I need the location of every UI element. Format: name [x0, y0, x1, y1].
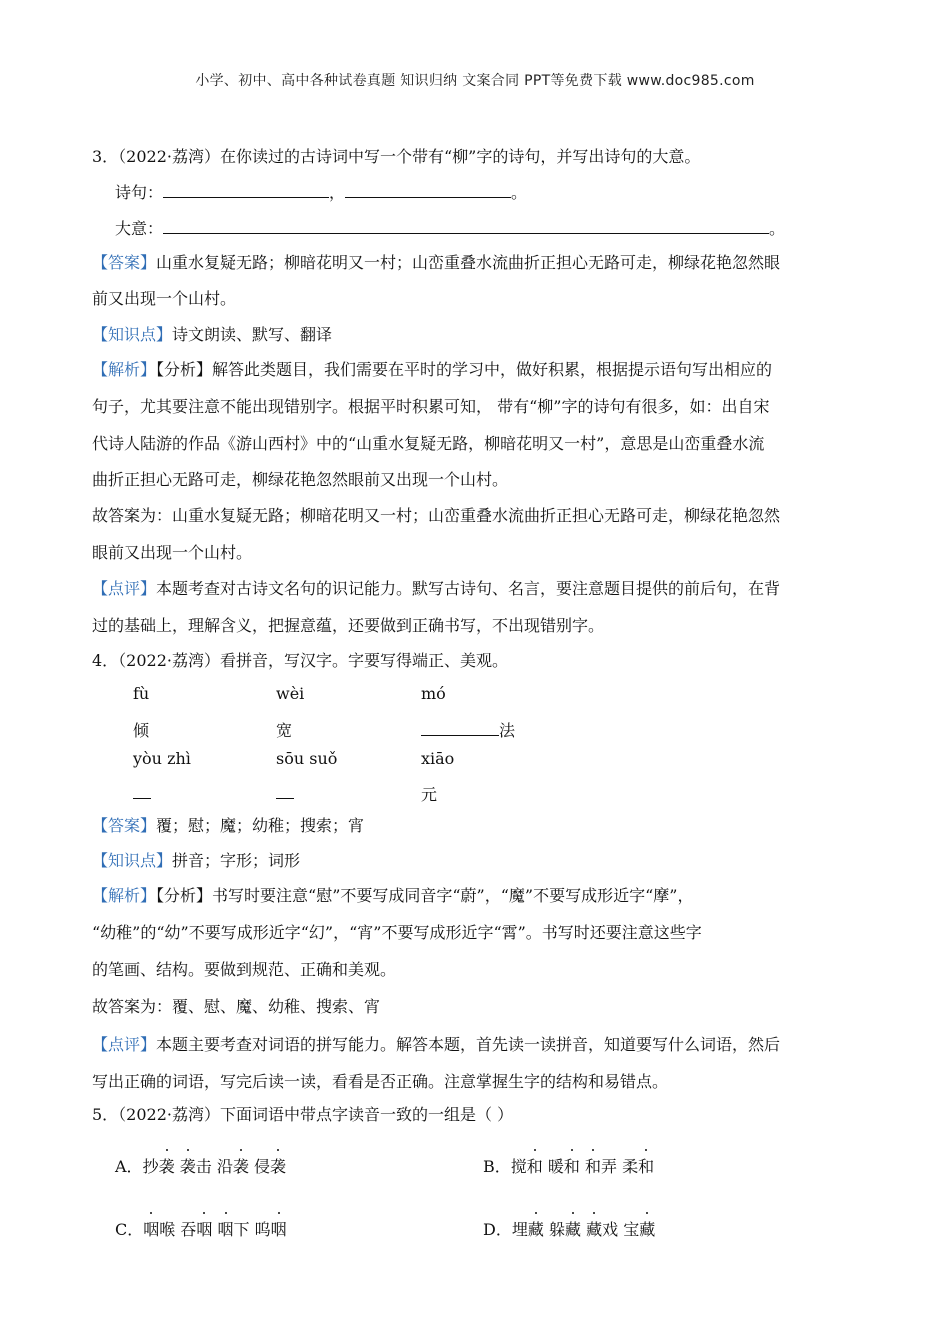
pinyin-xiao: xiāo — [421, 749, 455, 768]
q3-analysis-line-4: 曲折正担心无路可走，柳绿花艳忽然眼前又出现一个山村。 — [92, 470, 509, 489]
dotted-char: 咽 — [143, 1217, 159, 1240]
dotted-char: 藏 — [565, 1217, 581, 1240]
q4-answer-text: 覆；慰；魔；幼稚；搜索；宵 — [156, 816, 365, 835]
q3-poem-blank-2[interactable] — [345, 181, 511, 198]
analysis-tag: 【解析】 — [92, 886, 157, 905]
dotted-char: 和 — [585, 1154, 601, 1177]
q5-option-c[interactable] — [115, 1217, 287, 1240]
q3-knowledge — [92, 324, 332, 346]
option-letter: C． — [115, 1220, 144, 1239]
dotted-char: 藏 — [586, 1217, 602, 1240]
comment-tag: 【点评】 — [92, 579, 157, 598]
word-fa-text: 法 — [499, 721, 516, 740]
char: 戏 — [602, 1220, 619, 1239]
blank-youzhi[interactable] — [133, 782, 151, 799]
blank-mo[interactable] — [421, 719, 499, 736]
knowledge-tag: 【知识点】 — [92, 325, 173, 344]
char: 宝 — [623, 1220, 640, 1239]
dotted-char: 袭 — [233, 1154, 249, 1177]
option-letter: A． — [115, 1157, 143, 1176]
dotted-char: 藏 — [639, 1217, 655, 1240]
word-kuan: 宽 — [276, 721, 293, 740]
q3-poem-line — [115, 181, 527, 204]
q4-final: 故答案为：覆、慰、魔、幼稚、搜索、宵 — [92, 997, 381, 1016]
dotted-char: 和 — [564, 1154, 580, 1177]
q4-comment-line-1 — [92, 1034, 780, 1056]
q3-knowledge-text: 诗文朗读、默写、翻译 — [172, 325, 333, 344]
q3-poem-blank-1[interactable] — [163, 181, 329, 198]
q5-option-b[interactable] — [483, 1154, 654, 1177]
dotted-char: 和 — [638, 1154, 654, 1177]
option-letter: D． — [483, 1220, 512, 1239]
q3-answer-line-2: 前又出现一个山村。 — [92, 289, 237, 308]
dotted-char: 和 — [527, 1154, 543, 1177]
q3-analysis-line-3: 代诗人陆游的作品《游山西村》中的“山重水复疑无路，柳暗花明又一村”，意思是山峦重叠水流 — [92, 434, 765, 453]
pinyin-wei: wèi — [276, 684, 305, 703]
dotted-char: 袭 — [159, 1154, 175, 1177]
word-qing: 倾 — [133, 721, 150, 740]
q5-option-a[interactable] — [115, 1154, 286, 1177]
q4-comment-line-2: 写出正确的词语，写完后读一读，看看是否正确。注意掌握生字的结构和易错点。 — [92, 1072, 669, 1091]
q3-final-line-2: 眼前又出现一个山村。 — [92, 543, 253, 562]
q4-analysis-line-3: 的笔画、结构。要做到规范、正确和美观。 — [92, 960, 397, 979]
dotted-char: 袭 — [270, 1154, 286, 1177]
char: 喉 — [159, 1220, 176, 1239]
q4-knowledge-text: 拼音；字形；词形 — [172, 851, 301, 870]
q3-meaning-line — [115, 217, 785, 240]
q3-answer-line-1 — [92, 252, 780, 274]
q4-analysis-text: 【分析】书写时要注意“慰”不要写成同音字“蔚”，“魔”不要写成形近字“摩”， — [156, 886, 694, 905]
knowledge-tag: 【知识点】 — [92, 851, 173, 870]
q3-analysis-text: 【分析】解答此类题目，我们需要在平时的学习中，做好积累，根据提示语句写出相应的 — [156, 360, 773, 379]
q3-meaning-end: 。 — [769, 219, 786, 238]
char: 柔 — [622, 1157, 639, 1176]
char: 搅 — [510, 1157, 527, 1176]
q3-meaning-label: 大意： — [115, 219, 164, 238]
q3-poem-sep: ， — [329, 183, 346, 202]
dotted-char: 咽 — [196, 1217, 212, 1240]
pinyin-fu: fù — [133, 684, 150, 703]
q5-stem: 5．（2022·荔湾）下面词语中带点字读音一致的一组是（ ） — [92, 1105, 514, 1124]
blank-sousuo[interactable] — [276, 782, 294, 799]
word-yuan: 元 — [421, 785, 438, 804]
q3-comment-line-2: 过的基础上，理解含义，把握意蕴，还要做到正确书写，不出现错别字。 — [92, 616, 605, 635]
q3-comment-text: 本题考查对古诗文名句的识记能力。默写古诗句、名言，要注意题目提供的前后句，在背 — [156, 579, 781, 598]
char: 躲 — [548, 1220, 565, 1239]
pinyin-youzhi: yòu zhì — [133, 749, 191, 768]
q4-answer — [92, 815, 364, 837]
q3-analysis-line-2: 句子，尤其要注意不能出现错别字。根据平时积累可知， 带有“柳”字的诗句有很多，如：出自宋 — [92, 397, 770, 416]
q3-final-line-1: 故答案为：山重水复疑无路；柳暗花明又一村；山峦重叠水流曲折正担心无路可走，柳绿花艳忽然 — [92, 506, 781, 525]
blank-youzhi-wrap — [133, 782, 151, 803]
analysis-tag: 【解析】 — [92, 360, 157, 379]
q5-option-d[interactable] — [483, 1217, 655, 1240]
q3-stem: 3．（2022·荔湾）在你读过的古诗词中写一个带有“柳”字的诗句，并写出诗句的大意。 — [92, 147, 701, 166]
answer-tag: 【答案】 — [92, 816, 157, 835]
q3-meaning-blank[interactable] — [163, 217, 769, 234]
char: 呜 — [254, 1220, 271, 1239]
q4-knowledge — [92, 850, 300, 872]
char: 埋 — [511, 1220, 528, 1239]
word-fa — [421, 718, 515, 741]
char: 击 — [195, 1157, 212, 1176]
q3-poem-label: 诗句： — [115, 183, 164, 202]
blank-sousuo-wrap — [276, 782, 294, 803]
char: 下 — [233, 1220, 250, 1239]
q3-comment-line-1 — [92, 578, 780, 600]
pinyin-sousuo: sōu suǒ — [276, 749, 338, 768]
q4-analysis-line-2: “幼稚”的“幼”不要写成形近字“幻”，“宵”不要写成形近字“霄”。书写时还要注意这些字 — [92, 923, 702, 942]
dotted-char: 咽 — [218, 1217, 234, 1240]
dotted-char: 袭 — [180, 1154, 196, 1177]
char: 吞 — [180, 1220, 197, 1239]
char: 沿 — [216, 1157, 233, 1176]
q4-comment-text: 本题主要考查对词语的拼写能力。解答本题，首先读一读拼音，知道要写什么词语，然后 — [156, 1035, 781, 1054]
char: 暖 — [547, 1157, 564, 1176]
q4-stem: 4．（2022·荔湾）看拼音，写汉字。字要写得端正、美观。 — [92, 651, 508, 670]
dotted-char: 咽 — [271, 1217, 287, 1240]
char: 弄 — [601, 1157, 618, 1176]
pinyin-mo: mó — [421, 684, 446, 703]
answer-tag: 【答案】 — [92, 253, 157, 272]
page-header: 小学、初中、高中各种试卷真题 知识归纳 文案合同 PPT等免费下载 www.doc985.com — [195, 73, 755, 89]
q3-poem-end: 。 — [511, 183, 528, 202]
q3-answer-text: 山重水复疑无路；柳暗花明又一村；山峦重叠水流曲折正担心无路可走，柳绿花艳忽然眼 — [156, 253, 781, 272]
q4-analysis-line-1 — [92, 885, 693, 907]
comment-tag: 【点评】 — [92, 1035, 157, 1054]
char: 侵 — [253, 1157, 270, 1176]
option-letter: B． — [483, 1157, 511, 1176]
dotted-char: 藏 — [528, 1217, 544, 1240]
char: 抄 — [142, 1157, 159, 1176]
q3-analysis-line-1 — [92, 359, 772, 381]
